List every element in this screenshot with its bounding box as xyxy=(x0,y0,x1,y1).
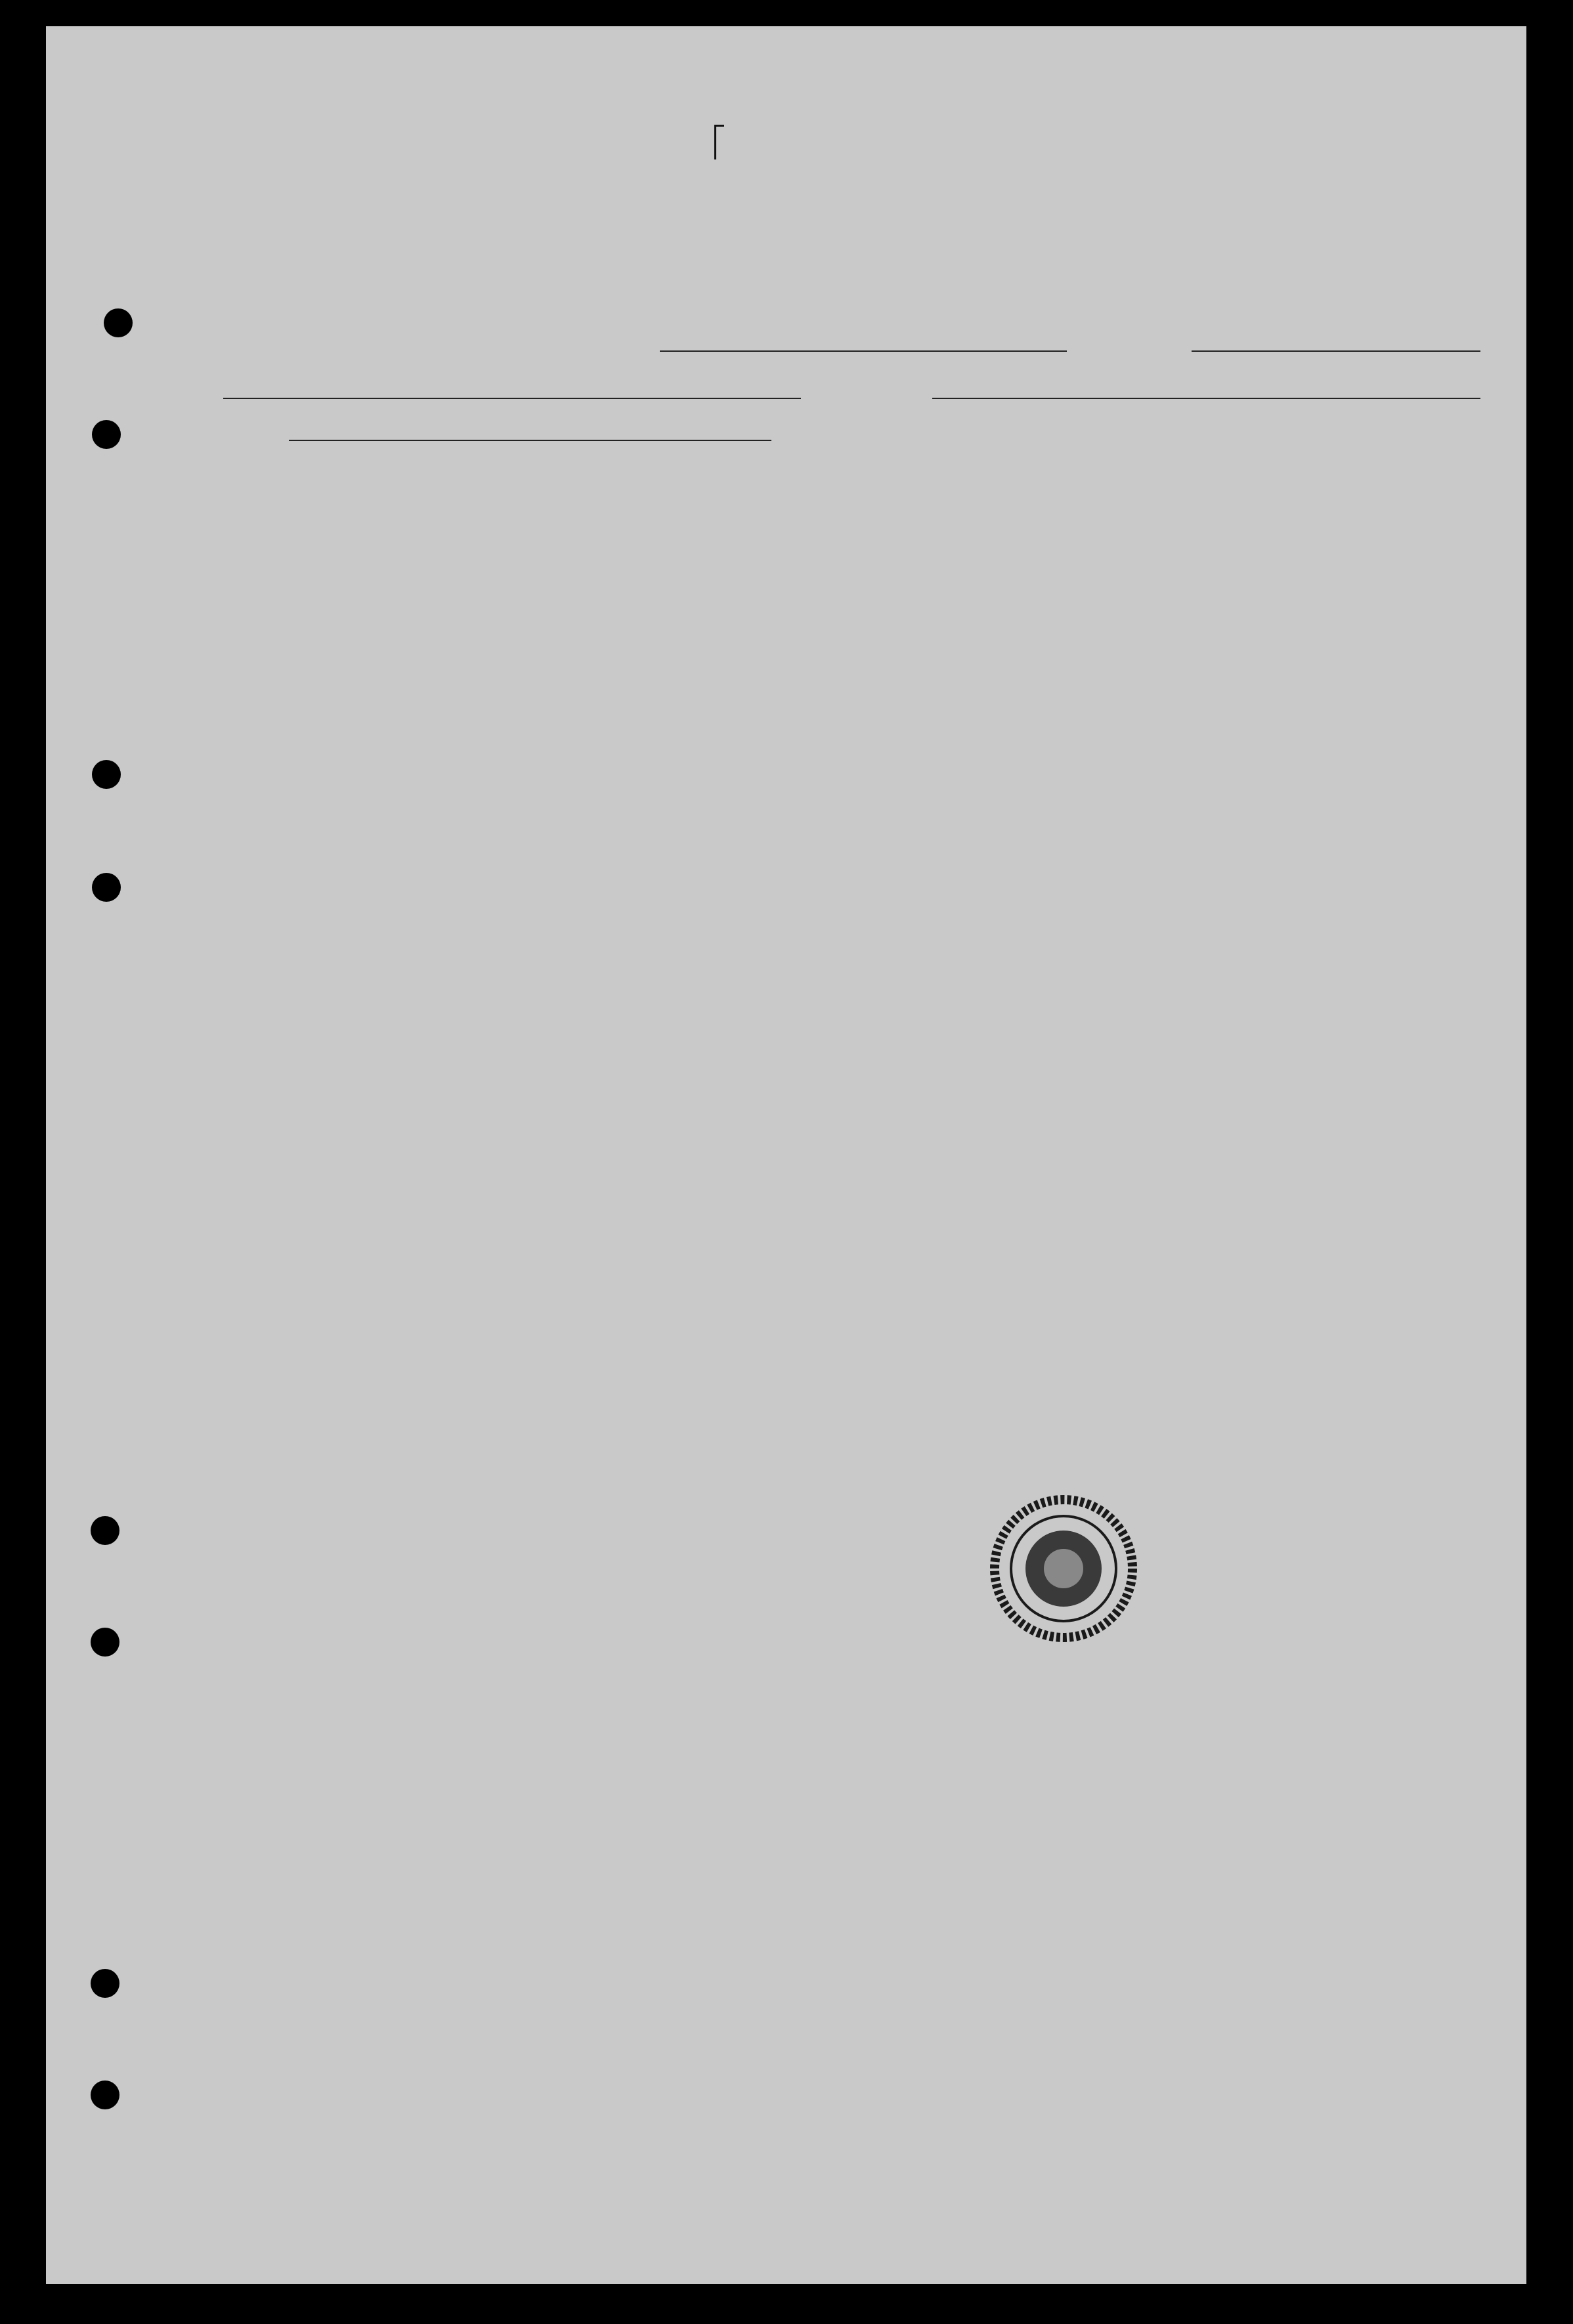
crew-list-document xyxy=(46,26,1526,2284)
crew-table-grid xyxy=(46,26,1526,2284)
official-seal xyxy=(978,1490,1149,1647)
